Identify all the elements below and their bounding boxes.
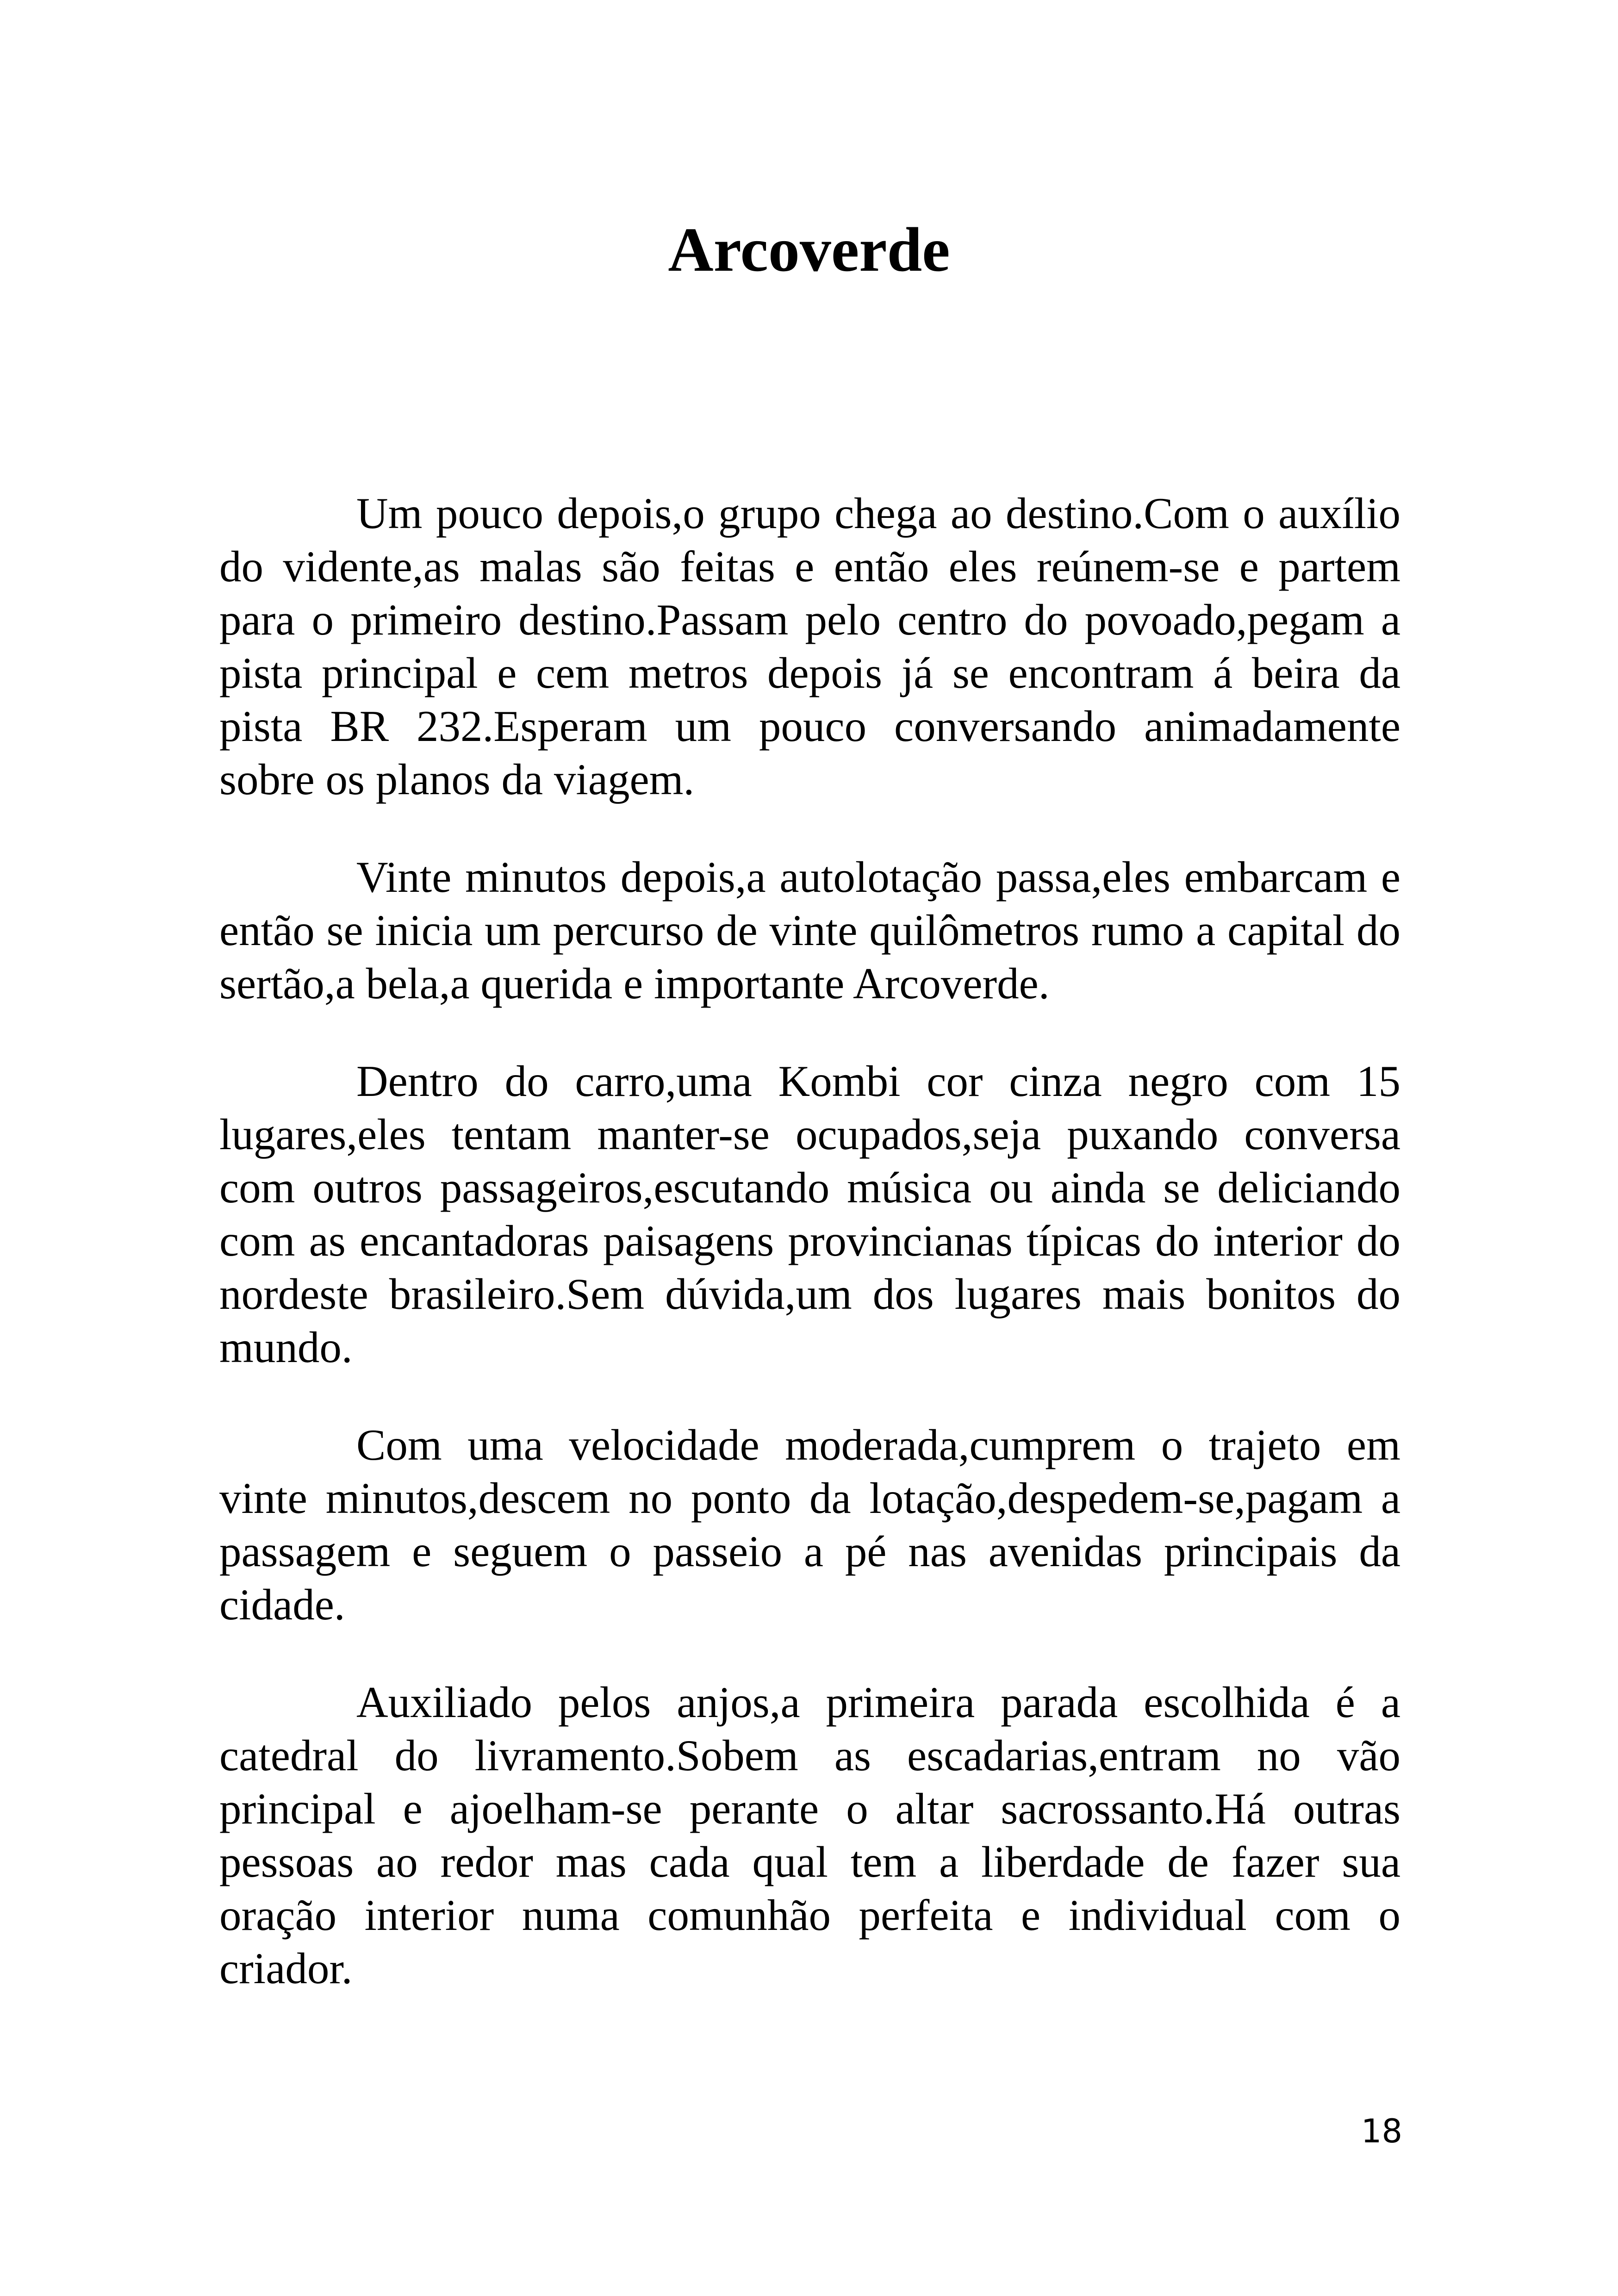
paragraph: Vinte minutos depois,a autolotação passa,eles embarcam e então se inicia um percurso de vinte quilômetros rumo a capital do sertão,a bela,a querida e importante Arcoverde. xyxy=(219,852,1400,1008)
paragraph: Dentro do carro,uma Kombi cor cinza negro com 15 lugares,eles tentam manter-se ocupados,seja puxando conversa com outros passageiros,escutando música ou ainda se deliciando com as encantadoras paisagens provincianas típicas do interior do nordeste brasileiro.Sem dúvida,um dos lugares mais bonitos do mundo. xyxy=(219,1057,1400,1372)
paragraph: Auxiliado pelos anjos,a primeira parada escolhida é a catedral do livramento.Sobem as escadarias,entram no vão principal e ajoelham-se perante o altar sacrossanto.Há outras pessoas ao redor mas cada qual tem a liberdade de fazer sua oração interior numa comunhão perfeita e individual com o criador. xyxy=(219,1678,1400,1993)
paragraph: Com uma velocidade moderada,cumprem o trajeto em vinte minutos,descem no ponto da lotação,despedem-se,pagam a passagem e seguem o passeio a pé nas avenidas principais da cidade. xyxy=(219,1420,1400,1629)
chapter-title: Arcoverde xyxy=(668,215,950,285)
page-number: 18 xyxy=(1361,2112,1402,2150)
paragraph: Um pouco depois,o grupo chega ao destino.Com o auxílio do vidente,as malas são feitas e então eles reúnem-se e partem para o primeiro destino.Passam pelo centro do povoado,pegam a pista principal e cem metros depois já se encontram á beira da pista BR 232.Esperam um pouco conversando animadamente sobre os planos da viagem. xyxy=(219,489,1400,804)
chapter-body xyxy=(219,487,1400,2040)
